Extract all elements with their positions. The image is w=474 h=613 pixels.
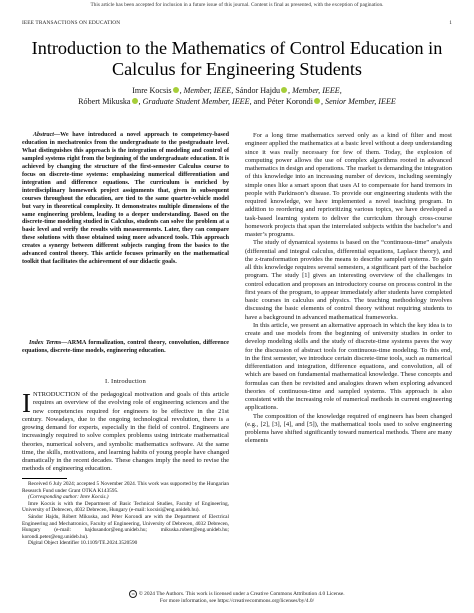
acceptance-notice: This article has been accepted for inclusion in a future issue of this journal. Content is final as presented, with the exception of pagination. <box>90 2 384 8</box>
paragraph: For a long time mathematics served only as a kind of filter and most engineer applied the mathematics at a basic level without a deep understanding since it was really necessary for few of them. Today, the explosion of computing power allows the use of complex algorithms rooted in advanced mathematics in design and operations. The market is demanding the integration of this knowledge into an increasing number of devices, including seemingly simple ones like a smart spoon that uses AI to compensate for hand tremors in people with Parkinson’s disease. To provide our engineering students with the required knowledge, we have implemented a novel teaching program. In addition to reordering and reprioritizing various topics, we have developed a task-based learning system to deliver the curriculum through cross-course homework projects that span the interrelated subjects within the bachelor’s and master’s programs. <box>245 132 452 238</box>
journal-name: IEEE TRANSACTIONS ON EDUCATION <box>22 20 121 26</box>
abstract <box>22 132 229 267</box>
author-role: , Member, IEEE, <box>179 86 234 95</box>
paragraph: In this article, we present an alternative approach in which the key idea is to create and use models from the beginning of university studies in order to develop modeling skills and the study of discrete-time systems paves the way for the discussion of abstract tools for continuous-time modeling. To this end, in the first semester, we introduce certain discrete-time tools, such as numerical differentiation and integration, difference equations, and convolution, all of which are based on fundamental mathematical knowledge. These concepts and formulas can then be revisited and analogies drawn when exploring advanced theories of continuous-time and sampled systems. This approach is also consistent with the increasing role of numerical methods in current engineering applications. <box>245 321 452 412</box>
paper-title: Introduction to the Mathematics of Control Education in Calculus for Engineering Students <box>31 38 443 79</box>
footnote-affiliation-others: Sándor Hajdu, Róbert Mikuska, and Péter Korondi are with the Department of Electrical Engineering and Mechatronics, Faculty of Engineering, University of Debrecen, 4032 Debrecen, Hungary (e-mail: hajdusandor@eng.unideb.hu; mikuska.robert@eng.unideb.hu; korondi.peter@eng.unideb.hu). <box>22 513 229 540</box>
right-column-body <box>245 132 452 446</box>
index-terms-label: Index Terms <box>29 340 62 346</box>
footnote-rule <box>22 478 67 479</box>
orcid-icon[interactable] <box>132 98 138 104</box>
paragraph: The study of dynamical systems is based on the “continuous-time” analysis (differential and integral calculus, differential equations, Laplace theory), and the z-transformation provides the means to describe sampled systems. To gain all this knowledge requires several semesters, a significant part of the bachelor program. The study [1] gives an interesting overview of the challenges in control education and proposes an introductory course on process control in the first years of the program, to appear immediately after students have completed basic courses in calculus and physics. The teaching methodology involves discussing the basic elements of control theory without requiring students to have a background in advanced mathematical frameworks. <box>245 239 452 321</box>
index-terms <box>22 340 229 356</box>
author-name: and Péter Korondi <box>251 97 313 106</box>
section-heading: I. Introduction <box>104 378 147 385</box>
license-text: © 2024 The Authors. This work is licensed under a Creative Commons Attribution 4.0 License. <box>138 591 345 598</box>
footnote-doi[interactable]: Digital Object Identifier 10.1109/TE.2024.3520590 <box>28 540 138 547</box>
abstract-text: —We have introduced a novel approach to competency-based education in mechatronics from the undergraduate to the postgraduate level. What distinguishes this approach is the integration of modeling and control of sampled systems right from the beginning of the undergraduate education. It is achieved by changing the structure of the first-semester Calculus course to focus on discrete-time systems: emphasizing numerical differentiation and integration and difference equations. The curriculum is enriched by interdisciplinary homework project assignments that, given in subsequent courses throughout the education, are tied to the same quarter-vehicle model but vary in theoretical complexity. It demonstrates multiple dimensions of the same engineering problem, leading to a deeper understanding. Based on the discrete-time modeling studied in Calculus, students can solve the problem at a basic level and verify the results with measurements. Later, they can compare these solutions with those obtained using more advanced tools. This approach creates a synergy between different subjects ranging from the basics to the advanced control theory. This article focuses primarily on the mathematical toolkit that facilitates the achievement of our didactic goals. <box>22 132 229 266</box>
index-terms-text: —ARMA formalization, control theory, convolution, difference equations, discrete-time models, engineering education. <box>22 340 229 354</box>
author-line-2 <box>20 96 454 107</box>
page-number: 1 <box>449 20 452 26</box>
author-list <box>20 85 454 107</box>
author-role: , Member, IEEE, <box>288 86 342 95</box>
running-header <box>22 20 452 26</box>
author-role: , Senior Member, IEEE <box>320 97 396 106</box>
paragraph: The composition of the knowledge required of engineers has been changed (e.g., [2], [3], [4], and [5]), the mathematical tools used to solve engineering problems have shifted significantly toward numerical methods. There are many elements <box>245 412 452 445</box>
footnote-received: Received 6 July 2024; accepted 5 November 2024. This work was supported by the Hungarian Research Fund under Grant OTKA K143595. <box>22 481 229 494</box>
orcid-icon[interactable] <box>314 98 320 104</box>
author-role: , Graduate Student Member, IEEE, <box>138 97 252 106</box>
author-line-1 <box>20 85 454 96</box>
license-footer <box>0 590 474 605</box>
orcid-icon[interactable] <box>281 87 287 93</box>
drop-cap: I <box>22 388 31 418</box>
orcid-icon[interactable] <box>173 87 179 93</box>
author-name: Róbert Mikuska <box>78 97 131 106</box>
creative-commons-icon: cc <box>129 590 137 598</box>
author-name: Sándor Hajdu <box>233 86 281 95</box>
author-name: Imre Kocsis <box>132 86 172 95</box>
abstract-label: Abstract <box>32 132 54 138</box>
license-link[interactable]: For more information, see https://creativecommons.org/licenses/by/4.0/ <box>159 598 315 605</box>
license-line <box>0 590 474 598</box>
intro-paragraph: NTRODUCTION of the pedagogical motivation and goals of this article requires an overview of the evolving role of engineering sciences and the new competencies required for engineers to be effective in the 21st century. Nowadays, due to the ongoing technological revolution, there is a growing demand for experts, especially in the field of control. Engineers are increasingly required to solve complex problems using intricate mathematical theories, numerical solvers, and symbolic mathematics software. At the same time, the skills, motivations, and learning habits of young people have changed dramatically in the recent decades. These changes imply the need to revise the methods of engineering education. <box>22 391 229 473</box>
footnote-corresponding: (Corresponding author: Imre Kocsis.) <box>28 494 109 501</box>
footnote-affiliation-kocsis: Imre Kocsis is with the Department of Basic Technical Studies, Faculty of Engineering, University of Debrecen, 4032 Debrecen, Hungary (e-mail: kocsisi@eng.unideb.hu). <box>22 500 229 514</box>
introduction-text <box>22 388 229 474</box>
footnotes <box>22 481 229 547</box>
